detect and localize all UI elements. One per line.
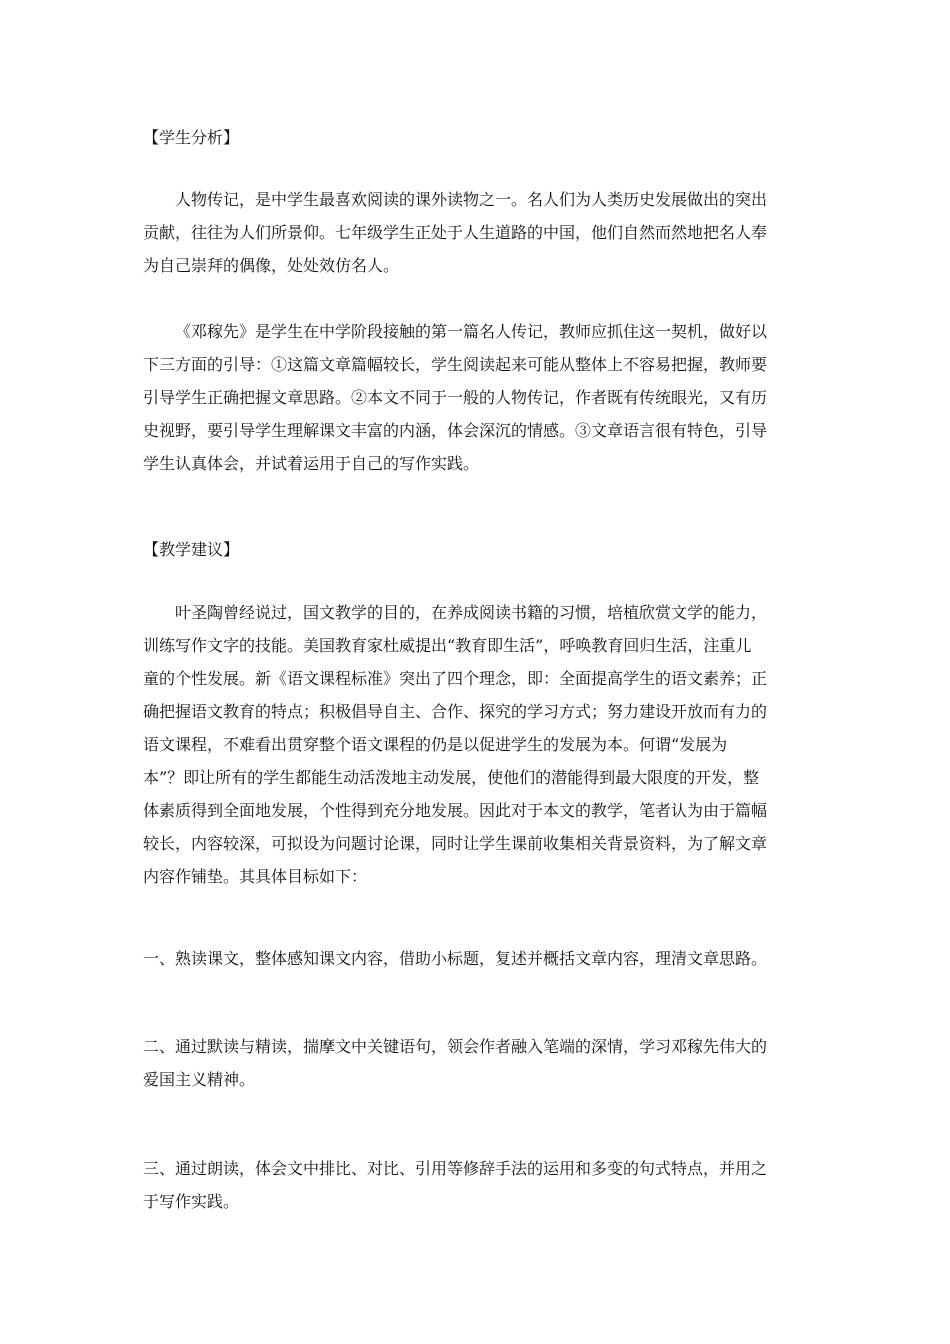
- text-line: 下三方面的引导：①这篇文章篇幅较长，学生阅读起来可能从整体上不容易把握，教师要: [143, 355, 768, 374]
- text-line: 史视野，要引导学生理解课文丰富的内涵，体会深沉的情感。③文章语言很有特色，引导: [143, 421, 768, 440]
- section-heading-student-analysis: 【学生分析】: [143, 128, 240, 147]
- paragraph-teaching-suggestions: [143, 596, 803, 893]
- text-line: 人物传记，是中学生最喜欢阅读的课外读物之一。名人们为人类历史发展做出的突出: [175, 190, 768, 209]
- text-line: 为自己崇拜的偶像，处处效仿名人。: [143, 256, 400, 275]
- text-line: 体素质得到全面地发展，个性得到充分地发展。因此对于本文的教学，笔者认为由于篇幅: [143, 801, 768, 820]
- text-line: 学生认真体会，并试着运用于自己的写作实践。: [143, 454, 480, 473]
- text-line: 本”？即让所有的学生都能生动活泼地主动发展，使他们的潜能得到最大限度的开发，整: [143, 768, 760, 787]
- goal-item-2: [143, 1030, 803, 1096]
- text-line: 叶圣陶曾经说过，国文教学的目的，在养成阅读书籍的习惯，培植欣赏文学的能力，: [175, 603, 768, 622]
- text-line: 内容作铺垫。其具体目标如下：: [143, 867, 368, 886]
- text-line: 训练写作文字的技能。美国教育家杜威提出“教育即生活”，呼唤教育回归生活，注重儿: [143, 636, 752, 655]
- text-line: 二、通过默读与精读，揣摩文中关键语句，领会作者融入笔端的深情，学习邓稼先伟大的: [143, 1037, 768, 1056]
- text-line: 贡献，往往为人们所景仰。七年级学生正处于人生道路的中国，他们自然而然地把名人奉: [143, 223, 768, 242]
- goal-item-3: [143, 1152, 803, 1218]
- text-line: 较长，内容较深，可拟设为问题讨论课，同时让学生课前收集相关背景资料，为了解文章: [143, 834, 768, 853]
- text-line: 于写作实践。: [143, 1192, 240, 1211]
- text-line: 一、熟读课文，整体感知课文内容，借助小标题，复述并概括文章内容，理清文章思路。: [143, 949, 768, 968]
- paragraph-student-analysis-2: [143, 315, 803, 480]
- text-line: 三、通过朗读，体会文中排比、对比、引用等修辞手法的运用和多变的句式特点，并用之: [143, 1159, 768, 1178]
- text-line: 《邓稼先》是学生在中学阶段接触的第一篇名人传记，教师应抓住这一契机，做好以: [175, 322, 768, 341]
- section-heading-teaching-suggestions: 【教学建议】: [143, 540, 240, 559]
- text-line: 童的个性发展。新《语文课程标准》突出了四个理念，即：全面提高学生的语文素养；正: [143, 669, 768, 688]
- text-line: 语文课程，不难看出贯穿整个语文课程的仍是以促进学生的发展为本。何谓“发展为: [143, 735, 728, 754]
- paragraph-student-analysis-1: [143, 183, 803, 282]
- text-line: 引导学生正确把握文章思路。②本文不同于一般的人物传记，作者既有传统眼光，又有历: [143, 388, 768, 407]
- text-line: 确把握语文教育的特点；积极倡导自主、合作、探究的学习方式；努力建设开放而有力的: [143, 702, 768, 721]
- text-line: 爱国主义精神。: [143, 1070, 256, 1089]
- goal-item-1: [143, 942, 803, 975]
